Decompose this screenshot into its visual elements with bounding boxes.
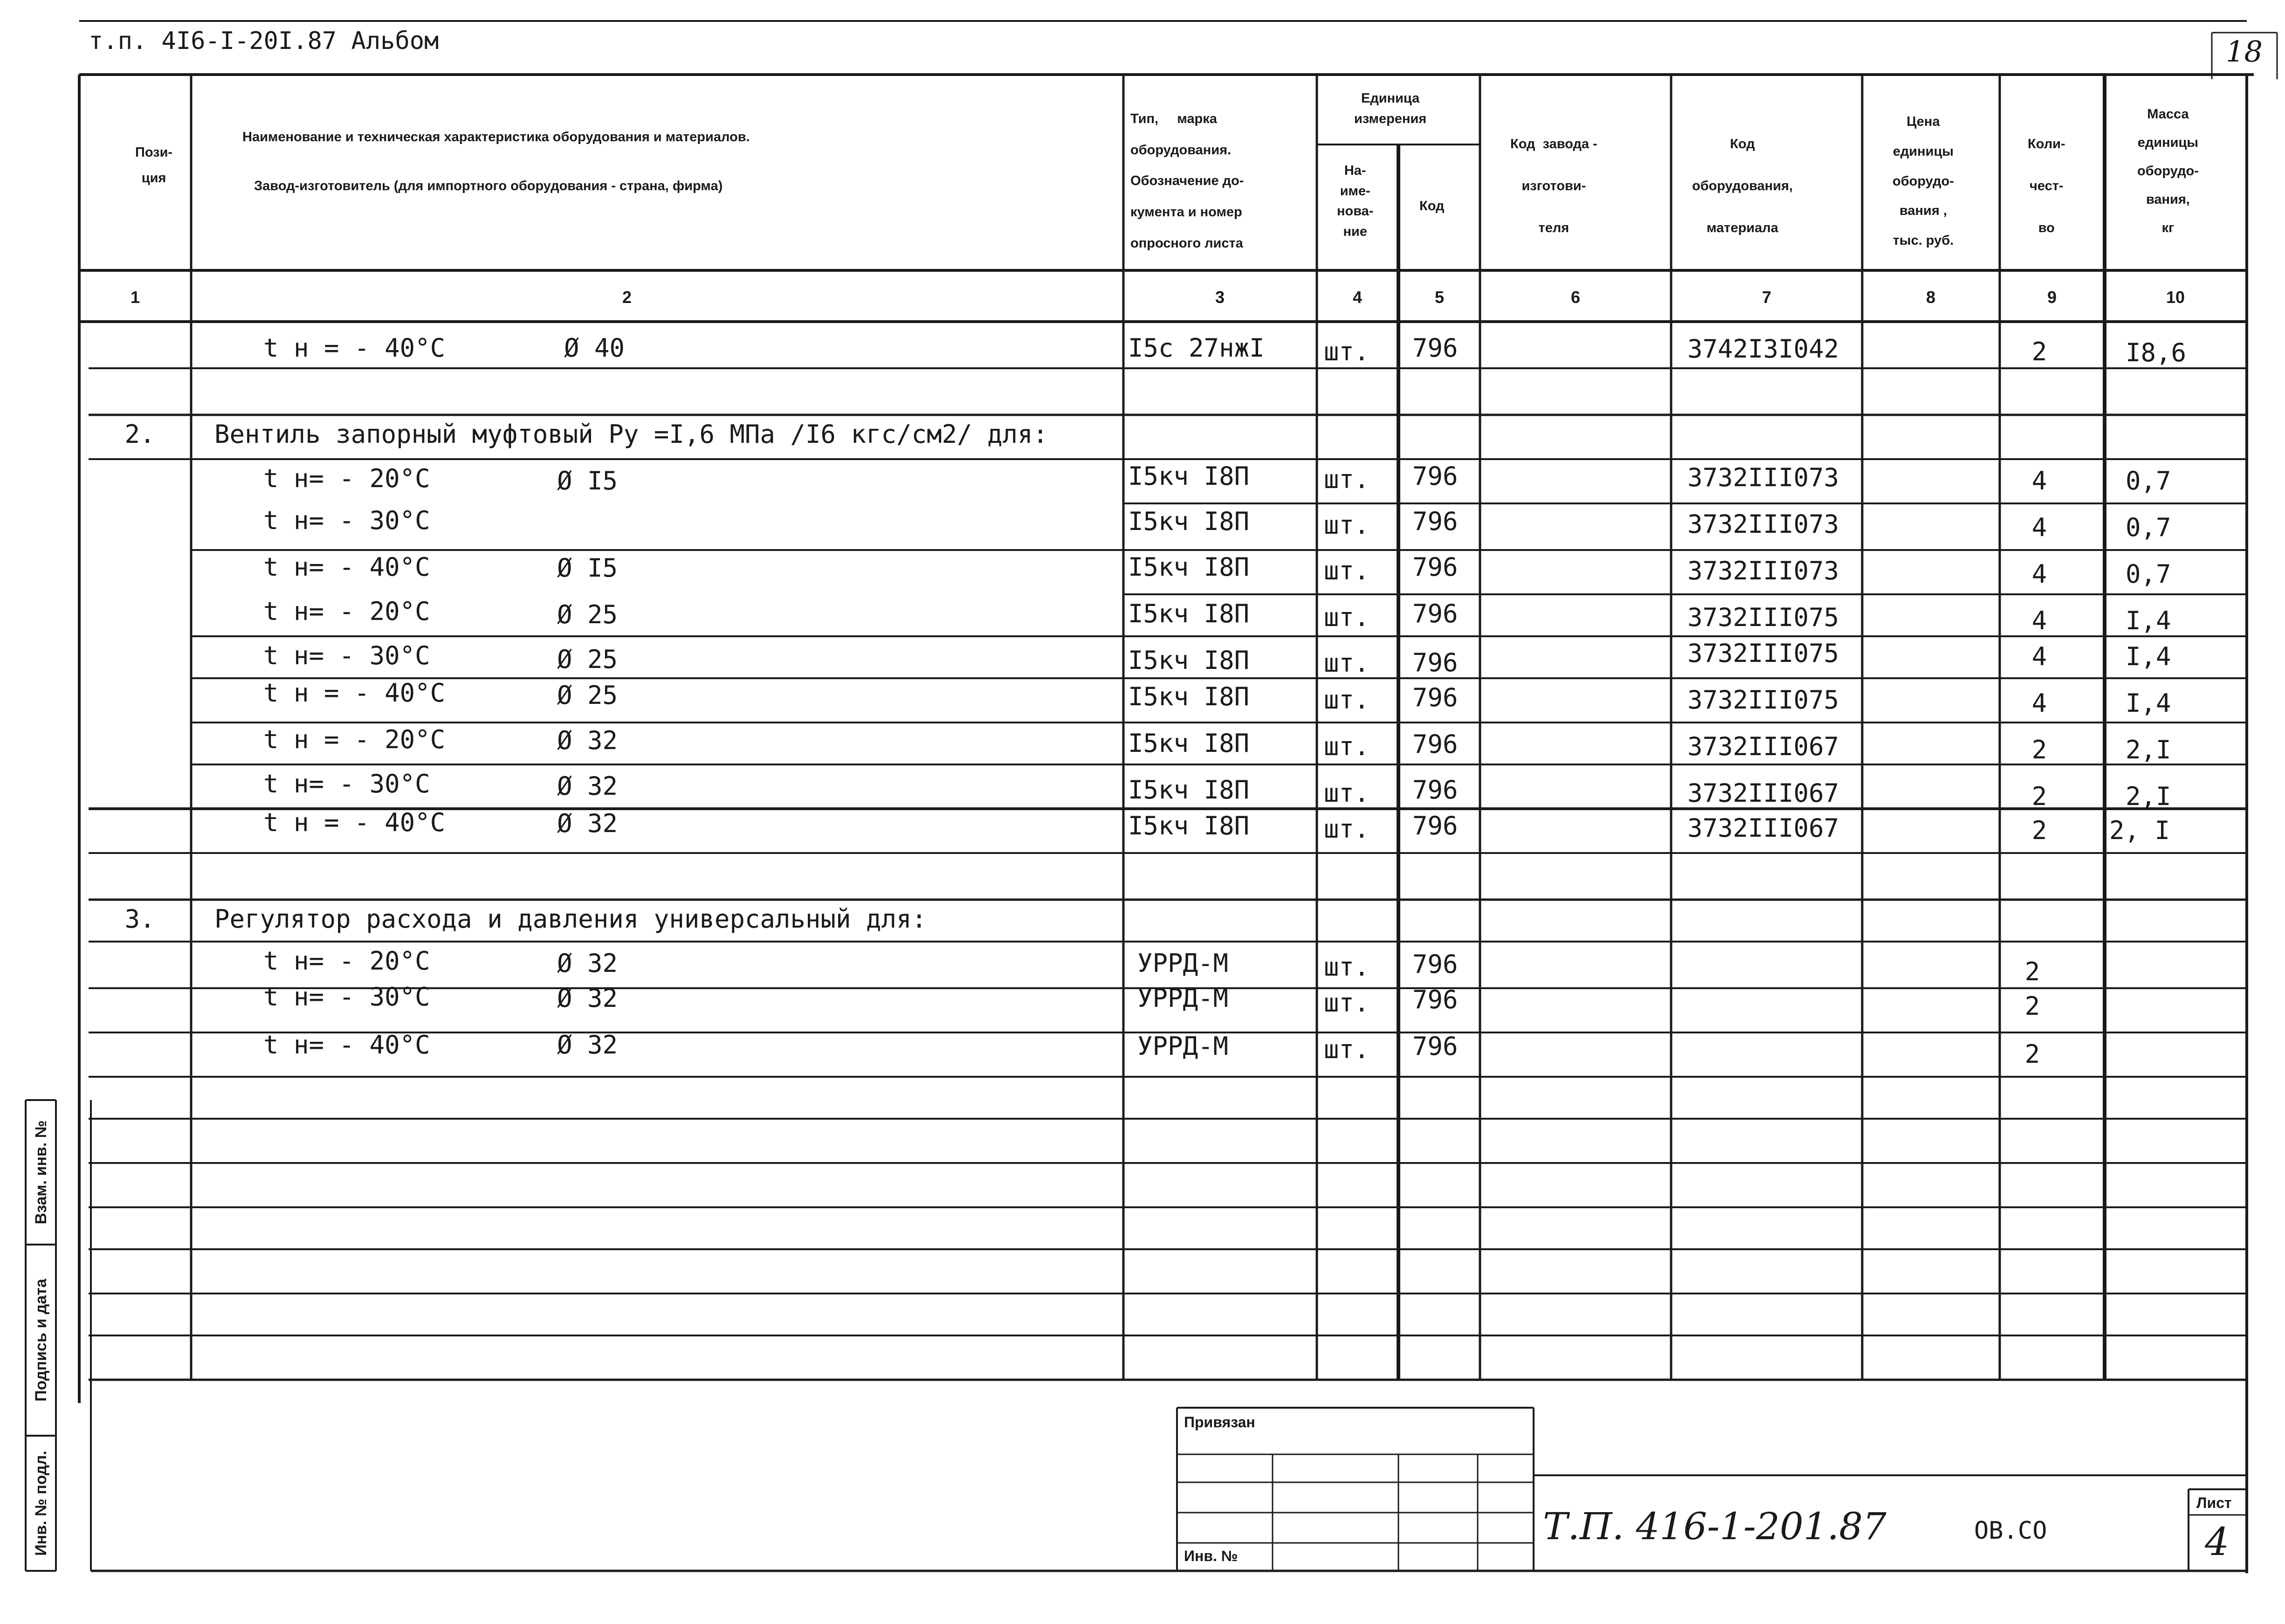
row-unit-code: 796 bbox=[1412, 775, 1458, 805]
header-unit-mass: Масса единицы оборудо- вания, кг bbox=[2137, 107, 2199, 235]
row-diameter: Ø 40 bbox=[564, 333, 625, 363]
header-quantity: Коли- чест- во bbox=[2028, 137, 2065, 235]
row-quantity: 2 bbox=[2031, 337, 2047, 366]
row-diameter: Ø 25 bbox=[557, 681, 618, 710]
row-name: t н= - 30°С bbox=[263, 506, 430, 535]
row-unit: шт. bbox=[1324, 988, 1370, 1018]
row-type: УРРД-М bbox=[1137, 949, 1229, 978]
row-material-code: 3732III075 bbox=[1687, 685, 1839, 715]
row-unit: шт. bbox=[1324, 465, 1370, 494]
row-name: Вентиль запорный муфтовый Ру =I,6 МПа /I6 кгс/см2/ для: bbox=[214, 420, 1048, 449]
row-unit-code: 796 bbox=[1412, 683, 1458, 712]
row-name: t н = - 40°С bbox=[263, 808, 446, 837]
row-diameter: Ø 32 bbox=[557, 949, 618, 978]
row-material-code: 3732III067 bbox=[1687, 813, 1839, 843]
document-designation: Т.П. 416-1-201.87 bbox=[1543, 1505, 1886, 1548]
sheet-label: Лист bbox=[2196, 1494, 2232, 1511]
row-type: I5кч I8П bbox=[1128, 461, 1250, 491]
col-number-4: 4 bbox=[1352, 288, 1363, 307]
row-position: 2. bbox=[124, 420, 155, 449]
row-mass: 2,I bbox=[2126, 735, 2171, 764]
row-unit-code: 796 bbox=[1412, 461, 1458, 491]
col-number-6: 6 bbox=[1570, 288, 1581, 307]
row-material-code: 3732III073 bbox=[1687, 463, 1839, 492]
row-quantity: 2 bbox=[2024, 1039, 2040, 1069]
row-diameter: Ø 32 bbox=[557, 809, 618, 838]
col-number-9: 9 bbox=[2047, 288, 2057, 307]
row-name: t н= - 40°С bbox=[263, 1030, 430, 1060]
row-type: I5кч I8П bbox=[1128, 811, 1250, 840]
row-type: I5кч I8П bbox=[1128, 646, 1250, 675]
stamp-signature-date: Подпись и дата bbox=[32, 1279, 50, 1402]
row-type: I5с 27нжI bbox=[1128, 333, 1265, 363]
row-unit-code: 796 bbox=[1412, 599, 1458, 628]
row-unit: шт. bbox=[1324, 778, 1370, 808]
row-quantity: 2 bbox=[2024, 957, 2040, 986]
document-code: ОВ.СО bbox=[1974, 1517, 2047, 1545]
row-unit: шт. bbox=[1324, 952, 1370, 982]
header-name-line1: Наименование и техническая характеристика оборудования и материалов. bbox=[242, 130, 750, 145]
col-number-2: 2 bbox=[622, 288, 632, 307]
header-unit-group: Единица измерения bbox=[1354, 91, 1427, 126]
row-name: t н= - 20°С bbox=[263, 597, 430, 626]
row-name: t н = - 20°С bbox=[263, 725, 446, 754]
row-material-code: 3732III073 bbox=[1687, 556, 1839, 585]
row-material-code: 3732III075 bbox=[1687, 603, 1839, 632]
row-mass: I,4 bbox=[2126, 642, 2171, 671]
row-mass: I,4 bbox=[2126, 606, 2171, 635]
row-quantity: 2 bbox=[2031, 735, 2047, 764]
col-number-10: 10 bbox=[2166, 288, 2185, 307]
row-material-code: 3732III073 bbox=[1687, 509, 1839, 539]
row-diameter: Ø I5 bbox=[557, 553, 618, 583]
col-number-5: 5 bbox=[1434, 288, 1445, 307]
row-quantity: 4 bbox=[2031, 642, 2047, 671]
row-position: 3. bbox=[124, 904, 155, 934]
row-quantity: 4 bbox=[2031, 559, 2047, 589]
row-unit-code: 796 bbox=[1412, 648, 1458, 677]
title-block-inv-no: Инв. № bbox=[1184, 1548, 1238, 1564]
row-unit-code: 796 bbox=[1412, 985, 1458, 1014]
row-material-code: 3742I3I042 bbox=[1687, 334, 1839, 364]
row-quantity: 2 bbox=[2031, 816, 2047, 845]
row-quantity: 4 bbox=[2031, 688, 2047, 718]
row-name: Регулятор расхода и давления универсальный для: bbox=[214, 904, 927, 934]
row-type: I5кч I8П bbox=[1128, 599, 1250, 628]
row-unit-code: 796 bbox=[1412, 811, 1458, 840]
row-unit: шт. bbox=[1324, 685, 1370, 715]
row-mass: 2, I bbox=[2109, 816, 2170, 845]
row-quantity: 4 bbox=[2031, 513, 2047, 542]
row-name: t н= - 40°С bbox=[263, 552, 430, 582]
row-type: УРРД-М bbox=[1137, 984, 1229, 1013]
row-unit-code: 796 bbox=[1412, 507, 1458, 536]
row-mass: I8,6 bbox=[2126, 338, 2187, 367]
album-reference: т.п. 4I6-I-20I.87 Альбом bbox=[89, 27, 439, 55]
row-unit-code: 796 bbox=[1412, 552, 1458, 582]
row-unit: шт. bbox=[1324, 510, 1370, 540]
row-diameter: Ø 32 bbox=[557, 984, 618, 1013]
row-diameter: Ø 32 bbox=[557, 726, 618, 755]
row-unit: шт. bbox=[1324, 732, 1370, 761]
col-number-7: 7 bbox=[1762, 288, 1772, 307]
row-type: I5кч I8П bbox=[1128, 507, 1250, 536]
row-material-code: 3732III075 bbox=[1687, 639, 1839, 668]
row-mass: 0,7 bbox=[2126, 559, 2171, 589]
col-number-8: 8 bbox=[1926, 288, 1936, 307]
row-name: t н= - 30°С bbox=[263, 982, 430, 1012]
header-name-line2: Завод-изготовитель (для импортного оборудования - страна, фирма) bbox=[254, 179, 723, 193]
row-unit-code: 796 bbox=[1412, 729, 1458, 759]
row-name: t н= - 20°С bbox=[263, 946, 430, 976]
sheet-number: 4 bbox=[2205, 1520, 2230, 1564]
row-diameter: Ø 25 bbox=[557, 600, 618, 629]
row-unit: шт. bbox=[1324, 337, 1370, 366]
row-quantity: 4 bbox=[2031, 466, 2047, 495]
row-quantity: 2 bbox=[2031, 782, 2047, 811]
row-unit-code: 796 bbox=[1412, 333, 1458, 363]
header-type: Тип, марка оборудования. Обозначение до- кумента и номер опросного листа bbox=[1130, 111, 1244, 251]
row-mass: 0,7 bbox=[2126, 513, 2171, 542]
row-unit: шт. bbox=[1324, 556, 1370, 585]
row-mass: I,4 bbox=[2126, 688, 2171, 718]
col-number-3: 3 bbox=[1215, 288, 1225, 307]
col-number-1: 1 bbox=[130, 288, 140, 307]
row-name: t н= - 20°С bbox=[263, 464, 430, 493]
row-material-code: 3732III067 bbox=[1687, 732, 1839, 761]
row-type: I5кч I8П bbox=[1128, 775, 1250, 805]
row-mass: 2,I bbox=[2126, 782, 2171, 811]
row-quantity: 2 bbox=[2024, 991, 2040, 1021]
row-type: I5кч I8П bbox=[1128, 552, 1250, 582]
title-block-bound-to: Привязан bbox=[1184, 1414, 1255, 1431]
sheet-corner-number: 18 bbox=[2226, 34, 2263, 69]
stamp-replaced-inv: Взам. инв. № bbox=[32, 1120, 50, 1225]
row-type: УРРД-М bbox=[1137, 1032, 1229, 1061]
row-type: I5кч I8П bbox=[1128, 729, 1250, 758]
row-unit: шт. bbox=[1324, 814, 1370, 844]
row-unit: шт. bbox=[1324, 1035, 1370, 1064]
header-manufacturer-code: Код завода - изготови- теля bbox=[1510, 137, 1597, 235]
row-type: I5кч I8П bbox=[1128, 682, 1250, 711]
row-diameter: Ø 32 bbox=[557, 1030, 618, 1060]
header-unit-price: Цена единицы оборудо- вания , тыс. руб. bbox=[1893, 114, 1954, 248]
row-unit-code: 796 bbox=[1412, 950, 1458, 979]
row-name: t н= - 30°С bbox=[263, 769, 430, 798]
header-unit-name: На- име- нова- ние bbox=[1337, 163, 1374, 239]
row-diameter: Ø I5 bbox=[557, 466, 618, 495]
row-quantity: 4 bbox=[2031, 606, 2047, 635]
header-material-code: Код оборудования, материала bbox=[1692, 137, 1793, 235]
row-mass: 0,7 bbox=[2126, 466, 2171, 495]
row-diameter: Ø 25 bbox=[557, 645, 618, 674]
row-name: t н = - 40°С bbox=[263, 678, 446, 708]
row-unit: шт. bbox=[1324, 648, 1370, 678]
row-unit: шт. bbox=[1324, 603, 1370, 632]
row-name: t н= - 30°С bbox=[263, 641, 430, 670]
row-name: t н = - 40°С bbox=[263, 333, 446, 363]
header-position: Пози- ция bbox=[135, 145, 173, 186]
stamp-original-inv: Инв. № подл. bbox=[32, 1451, 50, 1556]
row-diameter: Ø 32 bbox=[557, 771, 618, 801]
header-unit-code: Код bbox=[1419, 199, 1445, 213]
row-unit-code: 796 bbox=[1412, 1032, 1458, 1061]
row-material-code: 3732III067 bbox=[1687, 778, 1839, 808]
